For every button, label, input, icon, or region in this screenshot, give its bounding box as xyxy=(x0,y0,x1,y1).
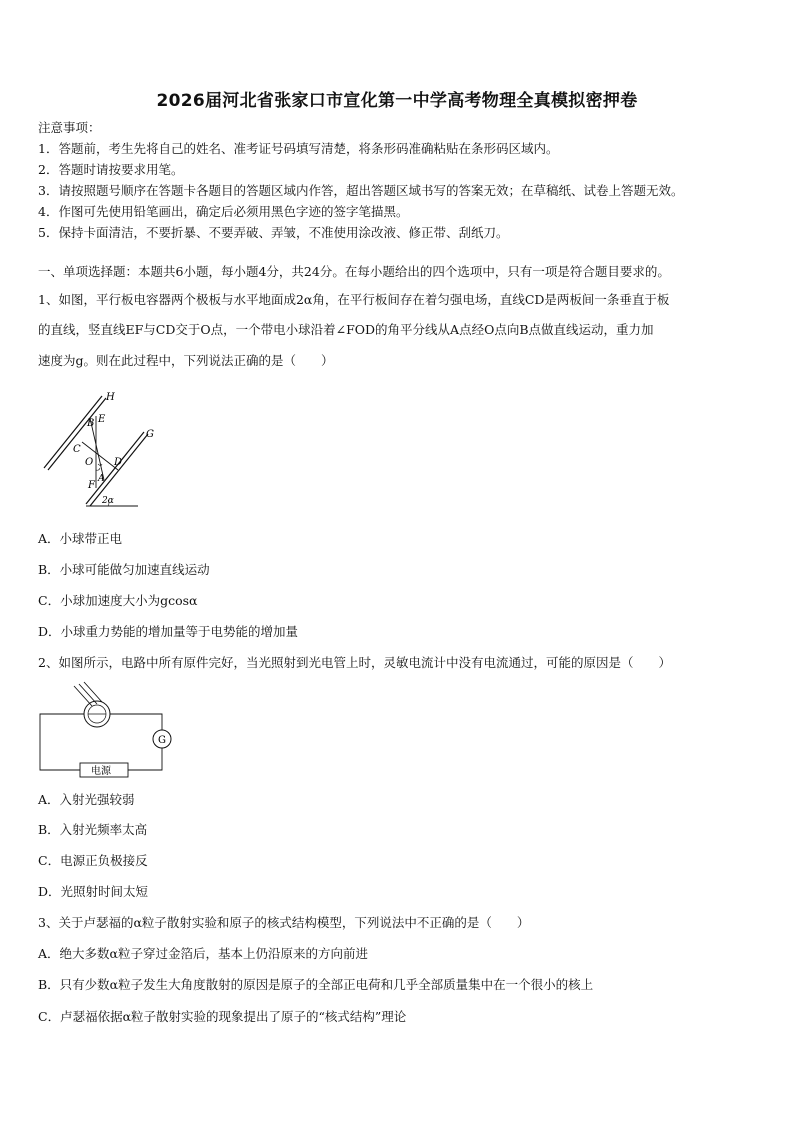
question-1-figure xyxy=(38,388,168,517)
question-2-stem: 2、如图所示，电路中所有原件完好，当光照射到光电管上时，灵敏电流计中没有电流通过，可能的原因是（ ） xyxy=(38,655,671,670)
power-source-label: 电源 xyxy=(91,766,111,777)
question-3-option: B．只有少数α粒子发生大角度散射的原因是原子的全部正电荷和几乎全部质量集中在一个很小的核上 xyxy=(38,977,594,992)
question-1-stem-line: 1、如图，平行板电容器两个极板与水平地面成2α角，在平行板间存在着匀强电场，直线CD是两板间一条垂直于板 xyxy=(38,292,670,307)
label-O: O xyxy=(85,457,94,468)
notice-item: 4．作图可先使用铅笔画出，确定后必须用黑色字迹的签字笔描黑。 xyxy=(38,204,409,219)
question-2-option: C．电源正负极接反 xyxy=(38,853,148,868)
label-H: H xyxy=(106,392,115,403)
notice-item: 3．请按照题号顺序在答题卡各题目的答题区域内作答，超出答题区域书写的答案无效；在草稿纸、试卷上答题无效。 xyxy=(38,183,684,198)
question-3-option: A．绝大多数α粒子穿过金箔后，基本上仍沿原来的方向前进 xyxy=(38,946,368,961)
question-1-stem-line: 速度为g。则在此过程中，下列说法正确的是（ ） xyxy=(38,353,334,368)
exam-title: 2026届河北省张家口市宣化第一中学高考物理全真模拟密押卷 xyxy=(156,91,638,111)
notice-item: 2．答题时请按要求用笔。 xyxy=(38,162,184,177)
notice-heading: 注意事项： xyxy=(38,120,101,135)
question-3-option: C．卢瑟福依据α粒子散射实验的现象提出了原子的“核式结构”理论 xyxy=(38,1009,407,1024)
question-2-option: B．入射光频率太高 xyxy=(38,822,148,837)
label-C: C xyxy=(73,444,81,455)
question-1-option: B．小球可能做匀加速直线运动 xyxy=(38,562,210,577)
label-E: E xyxy=(98,414,106,425)
question-2-figure xyxy=(34,680,184,784)
label-F: F xyxy=(88,480,95,491)
galvanometer-label: G xyxy=(158,735,166,746)
question-1-option: A．小球带正电 xyxy=(38,531,123,546)
label-B: B xyxy=(87,418,95,429)
label-angle: 2α xyxy=(102,496,114,506)
question-2-option: A．入射光强较弱 xyxy=(38,792,135,807)
label-G: G xyxy=(146,429,154,440)
notice-item: 5．保持卡面清洁，不要折暴、不要弄破、弄皱，不准使用涂改液、修正带、刮纸刀。 xyxy=(38,225,509,240)
question-3-stem: 3、关于卢瑟福的α粒子散射实验和原子的核式结构模型，下列说法中不正确的是（ ） xyxy=(38,915,530,930)
question-2-option: D．光照射时间太短 xyxy=(38,884,149,899)
notice-item: 1．答题前，考生先将自己的姓名、准考证号码填写清楚，将条形码准确粘贴在条形码区域内。 xyxy=(38,141,559,156)
label-D: D xyxy=(114,457,123,468)
question-1-option: D．小球重力势能的增加量等于电势能的增加量 xyxy=(38,624,299,639)
section-heading: 一、单项选择题：本题共6小题，每小题4分，共24分。在每小题给出的四个选项中，只有一项是符合题目要求的。 xyxy=(38,264,670,279)
label-A: A xyxy=(98,474,105,484)
question-1-option: C．小球加速度大小为gcosα xyxy=(38,593,198,608)
question-1-stem-line: 的直线，竖直线EF与CD交于O点，一个带电小球沿着∠FOD的角平分线从A点经O点向B点做直线运动，重力加 xyxy=(38,322,654,337)
